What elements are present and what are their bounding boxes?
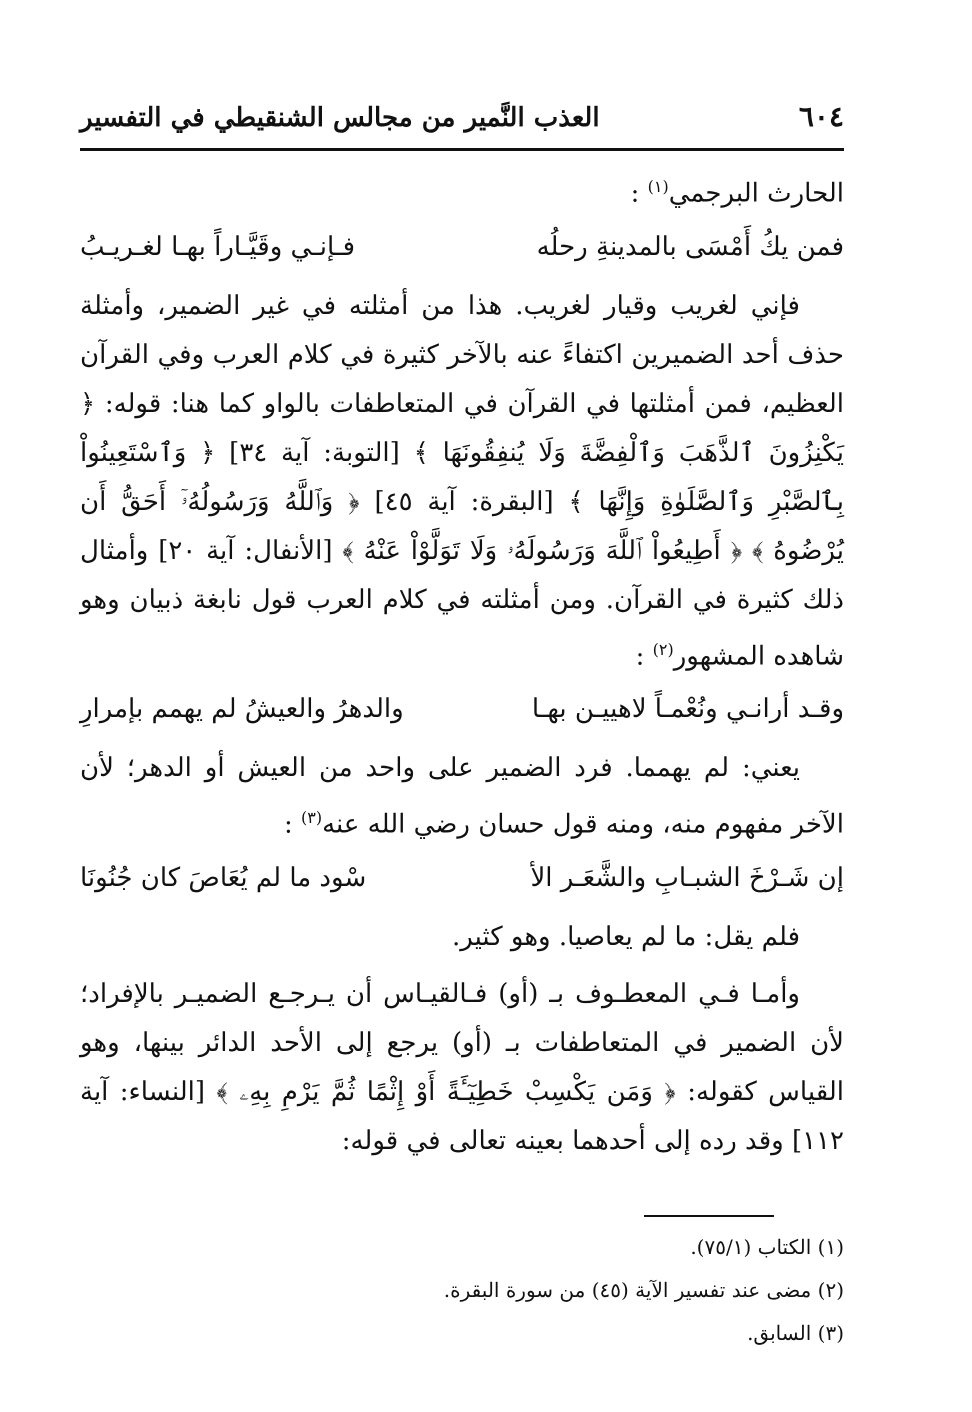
footnote-3: (٣) السابق. <box>747 1321 844 1345</box>
paragraph-1: فإني لغريب وقيار لغريب. هذا من أمثلته في غير الضمير، وأمثلة حذف أحد الضميرين اكتفاءً عنه بالآخر كثيرة في كلام العرب وفي القرآن العظيم، فمن أمثلتها في القرآن في المتعاطفات بالواو كما هنا: قوله: ﴿ يَكْنِزُونَ ٱلذَّهَبَ وَٱلْفِضَّةَ وَلَا يُنفِقُونَهَا ﴾ [التوبة: آية ٣٤] ﴿ وَٱسْتَعِينُواْ بِٱلصَّبْرِ وَٱلصَّلَوٰةِ وَإِنَّهَا ﴾ [البقرة: آية ٤٥] ﴿ وَٱللَّهُ وَرَسُولُهُۥٓ أَحَقُّ أَن يُرْضُوهُ ﴾ ﴿ أَطِيعُواْ ٱللَّهَ وَرَسُولَهُۥ وَلَا تَوَلَّوْاْ عَنْهُ ﴾ [الأنفال: آية ٢٠] وأمثال ذلك كثيرة في القرآن. ومن أمثلته في كلام العرب قول نابغة ذبيان وهو شاهده المشهور$^{(٢)}$ : <box>80 290 845 672</box>
verse-2-right: وقـد أرانـي ونُعْمـاً لاهييـن بهـا <box>531 694 844 725</box>
verse-3 <box>80 854 844 903</box>
header-rule <box>80 148 844 151</box>
verse-3-left: سْود ما لم يُعَاصَ كان جُنُونَا <box>80 862 367 893</box>
running-title: العذب النَّمير من مجالس الشنقيطي في التفسير <box>80 103 600 133</box>
paragraph-3: فلم يقل: ما لم يعاصيا. وهو كثير. <box>451 921 800 952</box>
verse-1 <box>80 223 844 272</box>
intro-line: الحارث البرجمي$^{(١)}$ : <box>630 177 844 209</box>
footnote-2: (٢) مضى عند تفسير الآية (٤٥) من سورة البقرة. <box>443 1278 844 1302</box>
main-text <box>80 162 844 1166</box>
page-number: ٦٠٤ <box>798 100 844 133</box>
paragraph-4: وأمـا فـي المعطـوف بـ (أو) فـالقيـاس أن يـرجـع الضميـر بالإفراد؛ لأن الضمير في المتعاطفات بـ (أو) يرجع إلى الأحد الدائر بينها، وهو القياس كقوله: ﴿ وَمَن يَكْسِبْ خَطِيٓـَٔةً أَوْ إِثْمًا ثُمَّ يَرْمِ بِهِۦ ﴾ [النساء: آية ١١٢] وقد رده إلى أحدهما بعينه تعالى في قوله: <box>80 978 844 1156</box>
verse-2-left: والدهرُ والعيشُ لم يهمم بإمرارِ <box>80 694 404 725</box>
footnote-1: (١) الكتاب (٧٥/١). <box>690 1235 844 1259</box>
verse-3-right: إن شَـرْخَ الشبـابِ والشَّعَـر الأ <box>530 862 844 893</box>
verse-1-left: فـإنـي وقَيَّـاراً بهـا لغـريـبُ <box>80 231 356 262</box>
verse-2 <box>80 685 844 734</box>
verse-1-right: فمن يكُ أَمْسَى بالمدينةِ رحلُه <box>536 231 844 262</box>
footnote-rule <box>644 1215 774 1217</box>
footnotes <box>80 1226 844 1355</box>
paragraph-2: يعني: لم يهمما. فرد الضمير على واحد من العيش أو الدهر؛ لأن الآخر مفهوم منه، ومنه قول حسان رضي الله عنه$^{(٣)}$ : <box>80 753 844 840</box>
